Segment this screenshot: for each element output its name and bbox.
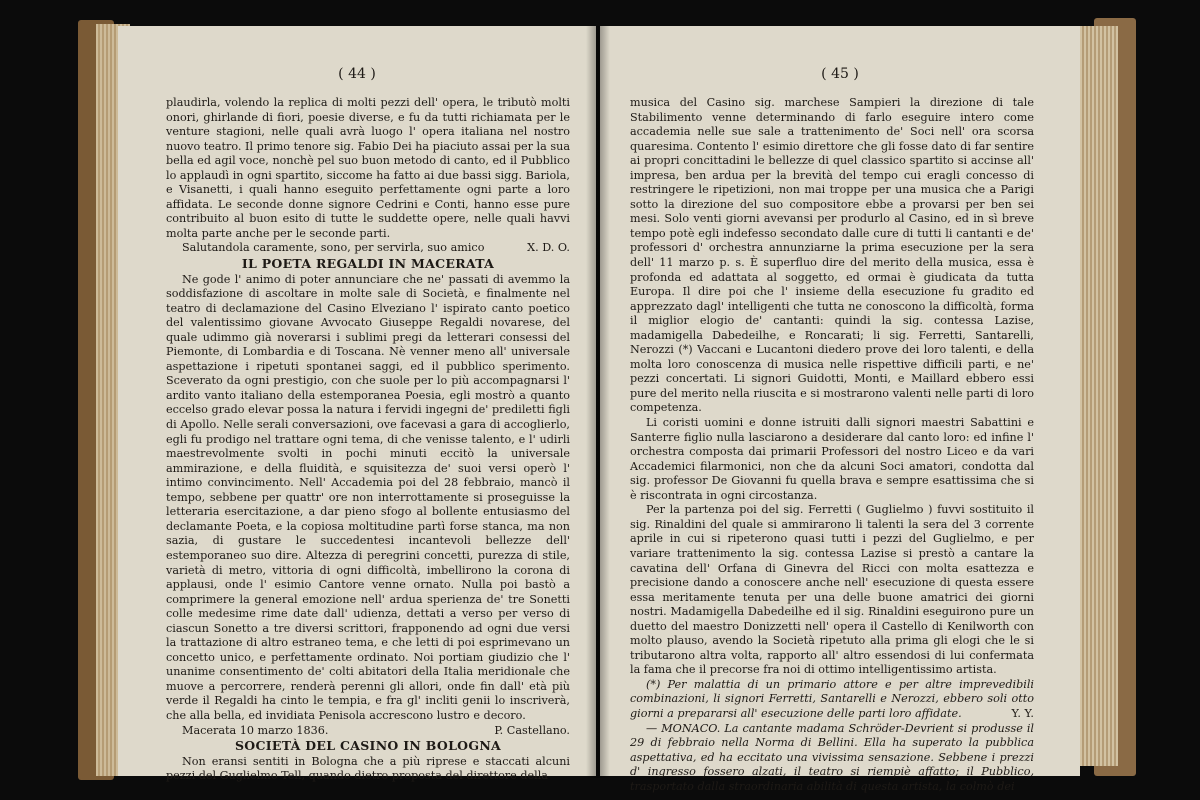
paragraph: Per la partenza poi del sig. Ferretti ( Guglielmo ) fuvvi sostituito il sig. Rinaldini del quale si ammirarono li talenti la sera del 3 corrente aprile in cui si ripeterono quasi tutti i pezzi del Guglielmo, e per variare trattenimento la sig. contessa Lazise si prestò a cantare la cavatina dell' Orfana di Ginevra del Ricci con molta esattezza e precisione dando a conoscere anche nell' esecuzione di questa essere essa meritamente tenuta per una delle buone amatrici dei giorni nostri. Madamigella Dabedeilhe ed il sig. Rinaldini eseguirono pure un duetto del maestro Donizzetti nell' opera il Castello di Kenilworth con molto plauso, avendo la Società ripetuto alla prima gli elogi che le si tributarono altra volta, rapporto all' altro essendosi di lui confermata la fama che il precorse fra noi di ottimo intelligentissimo artista. <box>630 503 1034 677</box>
signature: P. Castellano. <box>494 723 570 737</box>
open-book <box>78 14 1136 793</box>
right-page <box>600 26 1080 793</box>
page-number: ( 44 ) <box>338 66 376 82</box>
right-page-text <box>630 96 1034 794</box>
dateline <box>166 724 570 739</box>
salutation: Salutandola caramente, sono, per servirla, suo amico <box>182 241 485 255</box>
place-date: Macerata 10 marzo 1836. <box>182 723 329 737</box>
left-page <box>118 26 596 783</box>
article-body: Non eransi sentiti in Bologna che a più riprese e staccati alcuni pezzi del Guglielmo Tell, quando dietro proposta del direttore della <box>166 754 570 783</box>
section-heading: SOCIETÀ DEL CASINO IN BOLOGNA <box>234 738 502 754</box>
opening-paragraph: musica del Casino sig. marchese Sampieri la direzione di tale Stabilimento venne determinando di farlo eseguire intero come accademia nelle sue sale a trattenimento de' Soci nell' ora scorsa quaresima. Contento l' esimio direttore che gli fosse dato di far sentire ai propri concittadini le bellezze di quel classico spartito si accinse all' impresa, ben ardua per la brevità del tempo cui eragli concesso di restringere le ripetizioni, non mai troppe per una musica che a Parigi sotto la direzione del suo compositore ebbe a provarsi per ben sei mesi. Solo venti giorni avevansi per produrlo al Casino, ed in sì breve tempo potè egli indefesso secondato dalle cure di tutti li cantanti e de' professori d' orchestra annunziarne la prima esecuzione per la sera dell' 11 marzo p. s. È superfluo dire del merito della musica, essa è profonda ed adattata al soggetto, ed ormai è giudicata da tutta Europa. Il dire poi che l' insieme della esecuzione fu gradito ed apprezzato dagl' intelligenti che tutta ne conoscono la difficoltà, forma il miglior elogio de' cantanti: quindi la sig. contessa Lazise, madamigella Dabedeilhe, e Roncarati; li sig. Ferretti, Santarelli, Nerozzi (*) Vaccani e Lucantoni diedero prove dei loro talenti, e della molta loro conoscenza di musica nelle rispettive difficili parti, e ne' pezzi concertati. Li signori Guidotti, Monti, e Maillard ebbero essi pure del merito nella riuscita e si mostrarono valenti nelle parti di loro competenza. <box>630 96 1034 415</box>
left-page-text <box>166 96 570 784</box>
section-heading: IL POETA REGALDI IN MACERATA <box>241 256 495 272</box>
salutation-signature: X. D. O. <box>527 241 570 255</box>
article-body: Ne gode l' animo di poter annunciare che ne' passati di avemmo la soddisfazione di ascoltare in molte sale di Società, e finalmente nel teatro di declamazione del Casino Elveziano l' ispirato canto poetico del valentissimo giovane Avvocato Giuseppe Regaldi novarese, del quale udimmo già noverarsi i sublimi pregi da letterari consessi del Piemonte, di Lombardia e di Toscana. Nè venner meno all' universale aspettazione i ripetuti spontanei saggi, ed il pubblico sperimento. Sceverato da ogni prestigio, con che suole per lo più accompagnarsi l' ardito vanto italiano della estemporanea Poesia, egli mostrò a quanto eccelso grado elevar possa la natura i fervidi ingegni de' prediletti figli di Apollo. Nelle serali conversazioni, ove facevasi a gara di accoglierlo, egli fu prodigo nel trattare ogni tema, di che venisse talento, e l' udirli maestrevolmente svolti in pochi minuti eccitò la universale ammirazione, e della fluidità, e squisitezza de' suoi versi operò l' intimo convincimento. Nell' Accademia poi del 28 febbraio, mancò il tempo, sebbene per quattr' ore non interrottamente si proseguisse la letteraria esercitazione, a dar pieno sfogo al bollente entusiasmo del declamante Poeta, e la copiosa moltitudine partì forse stanca, ma non sazia, di gustare le succedentesi incantevoli bellezze dell' estemporaneo suo dire. Altezza di peregrini concetti, purezza di stile, varietà di metro, vittoria di ogni difficoltà, imbellirono la corona di applausi, onde l' esimio Cantore venne ornato. Nulla poi bastò a comprimere la general emozione nell' ardua sperienza de' tre Sonetti colle medesime rime date dall' udienza, dettati a verso per verso di ciascun Sonetto a tre diversi scrittori, frapponendo ad ogni due versi la trattazione di altro estraneo tema, e che letti di poi esprimevano un concetto unico, e perfettamente ordinato. Noi portiam giudizio che l' unanime consentimento de' colti abitatori della Italia meridionale che muove a percorrere, renderà perenni gli allori, onde fin dall' età più verde il Regaldi ha cinto le tempia, e fra gl' incliti genii lo inscriverà, che alla bella, ed invidiata Penisola accrescono lustro e decoro. <box>166 272 570 722</box>
footnote <box>630 678 1034 722</box>
salutation-line <box>166 241 570 256</box>
paragraph: Li coristi uomini e donne istruiti dalli signori maestri Sabattini e Santerre figlio nulla lasciarono a desiderare dal canto loro: ed infine l' orchestra composta dai primarii Professori del nostro Liceo e da vari Accademici filarmonici, non che da alcuni Soci amatori, condotta dal sig. professor De Giovanni fu quella brava e sempre esattissima che si è riscontrata in ogni circostanza. <box>630 416 1034 502</box>
news-item: — MONACO. La cantante madama Schröder-Devrient si produsse il 29 di febbraio nella Norma di Bellini. Ella ha superato la pubblica aspettativa, ed ha eccitato una vivissima sensazione. Sebbene i prezzi d' ingresso fossero alzati, il teatro si riempiè affatto; il Pubblico, trasportato dalla straordinaria abilità di questa artista, la colmò dei <box>630 721 1034 793</box>
footnote-text: (*) Per malattia di un primario attore e per altre imprevedibili combinazioni, li signori Ferretti, Santarelli e Nerozzi, ebbero soli otto giorni a prepararsi all' esecuzione delle parti loro affidate. <box>630 677 1034 720</box>
book-gutter <box>586 26 610 778</box>
opening-paragraph: plaudirla, volendo la replica di molti pezzi dell' opera, le tributò molti onori, ghirlande di fiori, poesie diverse, e fu da tutti richiamata per le venture stagioni, nelle quali avrà luogo l' opera italiana nel nostro nuovo teatro. Il primo tenore sig. Fabio Dei ha piaciuto assai per la sua bella ed agil voce, nonchè pel suo buon metodo di canto, ed il Pubblico lo applaudì in ogni spartito, siccome ha fatto ai due bassi sigg. Bariola, e Visanetti, i quali hanno eseguito perfettamente ogni parte a loro affidata. Le seconde donne signore Cedrini e Conti, hanno esse pure contribuito al buon esito di tutte le suddette opere, nelle quali havvi molta parte anche per le seconde parti. <box>166 96 570 240</box>
footnote-signature: Y. Y. <box>1011 706 1034 720</box>
page-number: ( 45 ) <box>821 66 859 82</box>
